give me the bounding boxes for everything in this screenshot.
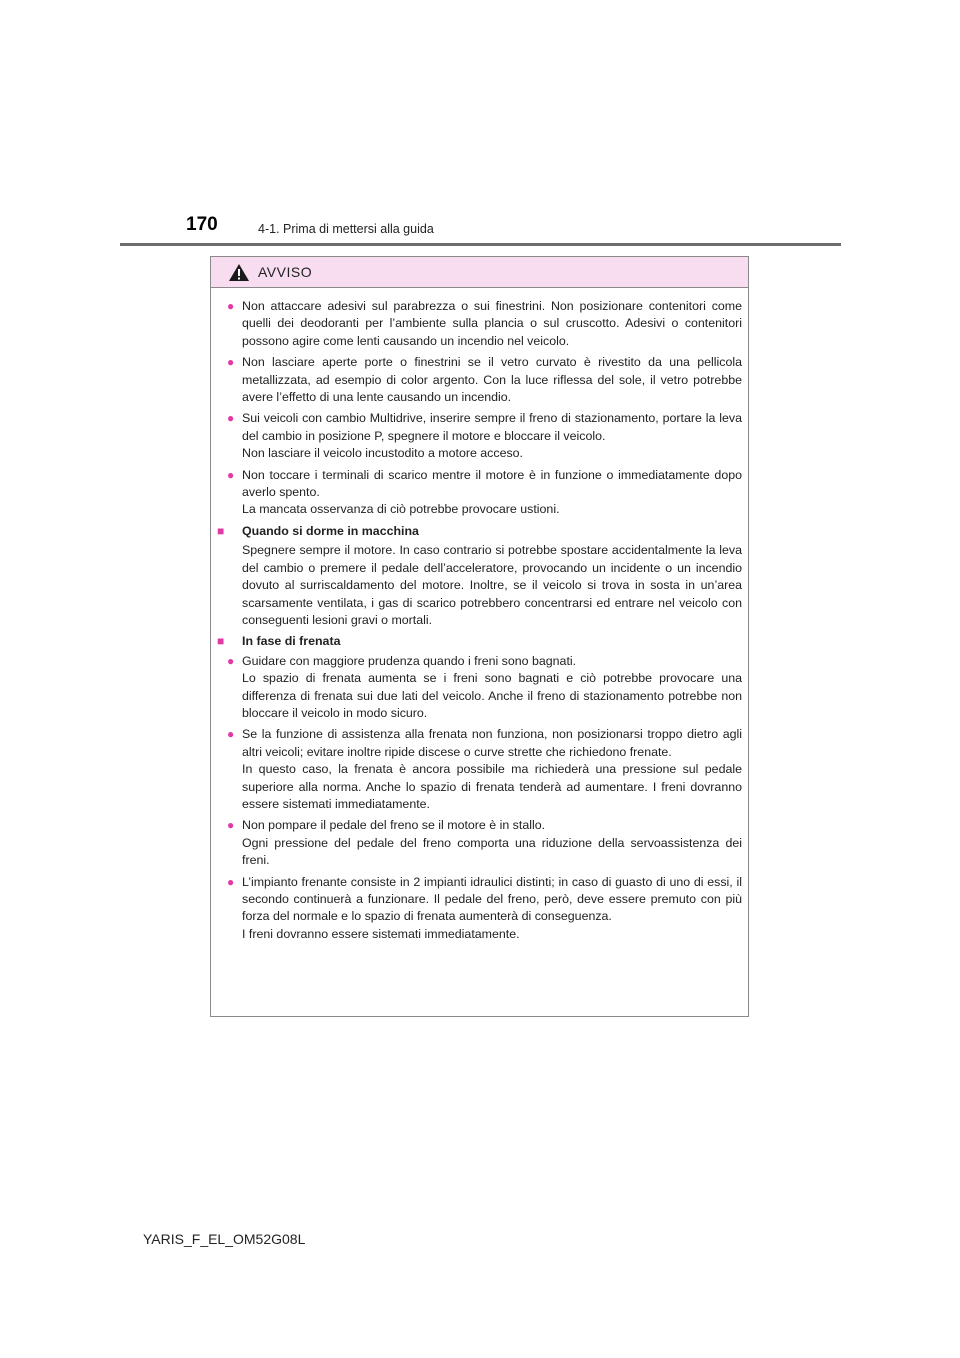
warning-triangle-icon — [228, 263, 250, 282]
bullet-marker: ● — [227, 355, 235, 370]
item-text: Non lasciare il veicolo incustodito a motore acceso. — [242, 446, 523, 461]
item-text: Non pompare il pedale del freno se il motore è in stallo. — [242, 818, 546, 833]
warning-title: AVVISO — [258, 264, 313, 280]
item-text: Non toccare i terminali di scarico mentre il motore è in funzione o immediatamente dopo averlo spento. — [242, 467, 742, 500]
item-text: La mancata osservanza di ciò potrebbe provocare ustioni. — [242, 502, 560, 517]
item-text: Sui veicoli con cambio Multidrive, inserire sempre il freno di stazionamento, portare la leva del cambio in posizione P, spegnere il motore e bloccare il veicolo. — [242, 411, 742, 443]
header-rule — [120, 243, 841, 246]
bullet-marker: ● — [227, 411, 235, 426]
bullet-item — [217, 653, 742, 723]
item-text: Se la funzione di assistenza alla frenata non funziona, non posizionarsi troppo dietro agli altri veicoli; evitare inoltre ripide discese o curve strette che richiedono frenate. — [242, 727, 742, 759]
item-text: Ogni pressione del pedale del freno comporta una riduzione della servoassistenza dei freni. — [242, 835, 742, 868]
item-text: Non attaccare adesivi sul parabrezza o sui finestrini. Non posizionare contenitori come quelli dei deodoranti per l’ambiente sulla plancia o sul cruscotto. Adesivi o contenitori possono agire come lenti causando un incendio nel veicolo. — [242, 299, 742, 348]
item-text: In questo caso, la frenata è ancora possibile ma richiederà una pressione sul pedale superiore alla norma. Anche lo spazio di frenata tenderà ad aumentare. I freni dovranno essere sistemati immediatamente. — [242, 762, 742, 811]
bullet-marker: ● — [227, 467, 235, 482]
item-text: L’impianto frenante consiste in 2 impianti idraulici distinti; in caso di guasto di uno di essi, il secondo continuerà a funzionare. Il pedale del freno, però, deve essere premuto con più forza del normale e lo spazio di frenata aumenterà di conseguenza. — [242, 874, 742, 924]
bullet-item — [217, 298, 742, 350]
item-text: Guidare con maggiore prudenza quando i freni sono bagnati. — [242, 653, 577, 668]
item-text: Lo spazio di frenata aumenta se i freni sono bagnati e ciò potrebbe provocare una differenza di frenata sui due lati del veicolo. Anche il freno di stazionamento potrebbe non bloccare il veicolo in modo sicuro. — [242, 671, 742, 720]
warning-body — [211, 288, 748, 943]
square-marker: ■ — [217, 523, 225, 538]
warning-box — [210, 256, 749, 1017]
item-text: I freni dovranno essere sistemati immediatamente. — [242, 926, 520, 941]
bullet-item — [217, 410, 742, 462]
page-number: 170 — [186, 214, 218, 235]
bullet-marker: ● — [227, 874, 235, 889]
sleeping-heading: ■ Quando si dorme in macchina — [217, 523, 742, 540]
bullet-item — [217, 726, 742, 813]
footer-code: YARIS_F_EL_OM52G08L — [143, 1231, 306, 1247]
bullet-marker: ● — [227, 727, 235, 742]
square-marker: ■ — [217, 634, 225, 649]
section-title: 4-1. Prima di mettersi alla guida — [258, 222, 434, 236]
warning-header — [211, 257, 748, 288]
bullet-item — [217, 467, 742, 519]
item-text: Non lasciare aperte porte o finestrini se il vetro curvato è rivestito da una pellicola metallizzata, ad esempio di color argento. Con la luce riflessa del sole, il vetro potrebbe avere l’effetto di una lente causando un incendio. — [242, 355, 742, 405]
sleeping-text: Spegnere sempre il motore. In caso contrario si potrebbe spostare accidentalmente la leva del cambio o premere il pedale dell’acceleratore, provocando un incidente o un incendio dovuto al surriscaldamento del motore. Inoltre, se il veicolo si trova in sosta in un’area scarsamente ventilata, i gas di scarico potrebbero concentrarsi ed entrare nel veicolo con conseguenti lesioni gravi o mortali. — [242, 543, 742, 627]
braking-heading: ■ In fase di frenata — [217, 633, 742, 650]
bullet-marker: ● — [227, 299, 235, 313]
bullet-item — [217, 354, 742, 406]
bullet-marker: ● — [227, 653, 235, 668]
bullet-item — [217, 817, 742, 869]
bullet-marker: ● — [227, 818, 235, 833]
bullet-item — [217, 874, 742, 944]
